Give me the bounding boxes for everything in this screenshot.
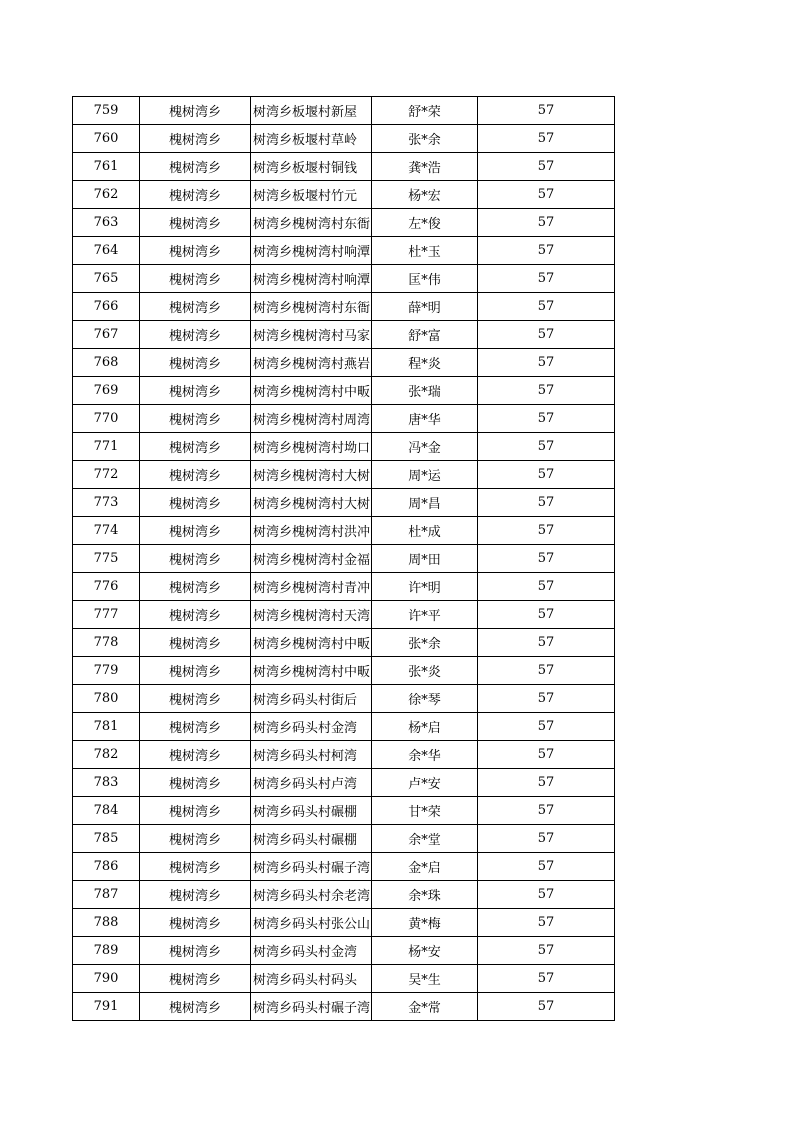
address-cell: 树湾乡槐树湾村东衙 [251,209,372,237]
township-cell: 槐树湾乡 [140,377,251,405]
address-cell: 树湾乡码头村碾棚 [251,797,372,825]
row-number-cell: 783 [73,769,140,797]
amount-cell: 57 [478,909,615,937]
table-row [73,909,615,937]
row-number-cell: 773 [73,489,140,517]
row-number-cell: 784 [73,797,140,825]
address-cell: 树湾乡板堰村新屋 [251,97,372,125]
person-name-cell: 左*俊 [372,209,478,237]
person-name-cell: 杜*成 [372,517,478,545]
amount-cell: 57 [478,405,615,433]
table-row [73,853,615,881]
township-cell: 槐树湾乡 [140,153,251,181]
person-name-cell: 余*珠 [372,881,478,909]
person-name-cell: 许*平 [372,601,478,629]
amount-cell: 57 [478,937,615,965]
address-cell: 树湾乡槐树湾村周湾 [251,405,372,433]
township-cell: 槐树湾乡 [140,545,251,573]
township-cell: 槐树湾乡 [140,825,251,853]
person-name-cell: 唐*华 [372,405,478,433]
table-row [73,321,615,349]
row-number-cell: 761 [73,153,140,181]
table-row [73,517,615,545]
table-row [73,97,615,125]
amount-cell: 57 [478,825,615,853]
amount-cell: 57 [478,293,615,321]
person-name-cell: 张*余 [372,125,478,153]
row-number-cell: 787 [73,881,140,909]
row-number-cell: 772 [73,461,140,489]
address-cell: 树湾乡槐树湾村中畈 [251,629,372,657]
table-row [73,601,615,629]
amount-cell: 57 [478,237,615,265]
row-number-cell: 768 [73,349,140,377]
person-name-cell: 张*炎 [372,657,478,685]
township-cell: 槐树湾乡 [140,993,251,1021]
person-name-cell: 程*炎 [372,349,478,377]
township-cell: 槐树湾乡 [140,433,251,461]
address-cell: 树湾乡码头村柯湾 [251,741,372,769]
address-cell: 树湾乡板堰村草岭 [251,125,372,153]
township-cell: 槐树湾乡 [140,349,251,377]
address-cell: 树湾乡槐树湾村响潭 [251,265,372,293]
table-row [73,153,615,181]
address-cell: 树湾乡槐树湾村中畈 [251,377,372,405]
township-cell: 槐树湾乡 [140,125,251,153]
amount-cell: 57 [478,797,615,825]
person-name-cell: 余*华 [372,741,478,769]
person-name-cell: 杨*宏 [372,181,478,209]
township-cell: 槐树湾乡 [140,657,251,685]
roster-table [72,96,615,1021]
township-cell: 槐树湾乡 [140,209,251,237]
person-name-cell: 金*常 [372,993,478,1021]
table-row [73,741,615,769]
row-number-cell: 786 [73,853,140,881]
amount-cell: 57 [478,769,615,797]
address-cell: 树湾乡板堰村竹元 [251,181,372,209]
amount-cell: 57 [478,489,615,517]
person-name-cell: 徐*琴 [372,685,478,713]
address-cell: 树湾乡槐树湾村大树 [251,489,372,517]
roster-table-body [73,97,615,1021]
person-name-cell: 张*瑞 [372,377,478,405]
amount-cell: 57 [478,321,615,349]
row-number-cell: 767 [73,321,140,349]
amount-cell: 57 [478,545,615,573]
person-name-cell: 龚*浩 [372,153,478,181]
row-number-cell: 777 [73,601,140,629]
address-cell: 树湾乡码头村金湾 [251,937,372,965]
township-cell: 槐树湾乡 [140,489,251,517]
amount-cell: 57 [478,125,615,153]
address-cell: 树湾乡槐树湾村东衙 [251,293,372,321]
person-name-cell: 冯*金 [372,433,478,461]
address-cell: 树湾乡码头村张公山 [251,909,372,937]
person-name-cell: 卢*安 [372,769,478,797]
amount-cell: 57 [478,881,615,909]
amount-cell: 57 [478,517,615,545]
amount-cell: 57 [478,657,615,685]
table-row [73,713,615,741]
row-number-cell: 766 [73,293,140,321]
township-cell: 槐树湾乡 [140,881,251,909]
township-cell: 槐树湾乡 [140,909,251,937]
amount-cell: 57 [478,629,615,657]
table-row [73,293,615,321]
address-cell: 树湾乡槐树湾村天湾 [251,601,372,629]
person-name-cell: 余*堂 [372,825,478,853]
township-cell: 槐树湾乡 [140,601,251,629]
amount-cell: 57 [478,461,615,489]
row-number-cell: 790 [73,965,140,993]
township-cell: 槐树湾乡 [140,769,251,797]
person-name-cell: 张*余 [372,629,478,657]
address-cell: 树湾乡码头村碾子湾 [251,853,372,881]
row-number-cell: 780 [73,685,140,713]
person-name-cell: 甘*荣 [372,797,478,825]
township-cell: 槐树湾乡 [140,965,251,993]
address-cell: 树湾乡码头村码头 [251,965,372,993]
table-row [73,657,615,685]
person-name-cell: 许*明 [372,573,478,601]
person-name-cell: 金*启 [372,853,478,881]
amount-cell: 57 [478,741,615,769]
township-cell: 槐树湾乡 [140,237,251,265]
address-cell: 树湾乡槐树湾村中畈 [251,657,372,685]
row-number-cell: 764 [73,237,140,265]
amount-cell: 57 [478,685,615,713]
table-row [73,349,615,377]
person-name-cell: 周*昌 [372,489,478,517]
table-row [73,937,615,965]
table-row [73,377,615,405]
table-row [73,797,615,825]
amount-cell: 57 [478,573,615,601]
township-cell: 槐树湾乡 [140,573,251,601]
address-cell: 树湾乡槐树湾村马家 [251,321,372,349]
row-number-cell: 782 [73,741,140,769]
person-name-cell: 杨*安 [372,937,478,965]
township-cell: 槐树湾乡 [140,97,251,125]
address-cell: 树湾乡槐树湾村洪冲 [251,517,372,545]
amount-cell: 57 [478,349,615,377]
row-number-cell: 779 [73,657,140,685]
amount-cell: 57 [478,965,615,993]
amount-cell: 57 [478,377,615,405]
township-cell: 槐树湾乡 [140,461,251,489]
row-number-cell: 771 [73,433,140,461]
table-row [73,965,615,993]
table-row [73,461,615,489]
table-row [73,769,615,797]
township-cell: 槐树湾乡 [140,797,251,825]
township-cell: 槐树湾乡 [140,741,251,769]
row-number-cell: 775 [73,545,140,573]
township-cell: 槐树湾乡 [140,265,251,293]
address-cell: 树湾乡码头村碾子湾 [251,993,372,1021]
address-cell: 树湾乡槐树湾村坳口 [251,433,372,461]
row-number-cell: 789 [73,937,140,965]
person-name-cell: 周*田 [372,545,478,573]
row-number-cell: 763 [73,209,140,237]
address-cell: 树湾乡槐树湾村燕岩 [251,349,372,377]
township-cell: 槐树湾乡 [140,517,251,545]
row-number-cell: 765 [73,265,140,293]
table-row [73,237,615,265]
table-row [73,993,615,1021]
person-name-cell: 杜*玉 [372,237,478,265]
table-row [73,209,615,237]
address-cell: 树湾乡槐树湾村青冲 [251,573,372,601]
row-number-cell: 776 [73,573,140,601]
row-number-cell: 778 [73,629,140,657]
township-cell: 槐树湾乡 [140,937,251,965]
row-number-cell: 788 [73,909,140,937]
table-row [73,881,615,909]
table-row [73,685,615,713]
row-number-cell: 769 [73,377,140,405]
township-cell: 槐树湾乡 [140,181,251,209]
township-cell: 槐树湾乡 [140,853,251,881]
row-number-cell: 760 [73,125,140,153]
table-row [73,489,615,517]
amount-cell: 57 [478,433,615,461]
person-name-cell: 舒*荣 [372,97,478,125]
address-cell: 树湾乡槐树湾村金福 [251,545,372,573]
amount-cell: 57 [478,853,615,881]
township-cell: 槐树湾乡 [140,321,251,349]
person-name-cell: 黄*梅 [372,909,478,937]
township-cell: 槐树湾乡 [140,405,251,433]
amount-cell: 57 [478,97,615,125]
address-cell: 树湾乡码头村街后 [251,685,372,713]
table-row [73,265,615,293]
row-number-cell: 791 [73,993,140,1021]
address-cell: 树湾乡槐树湾村响潭 [251,237,372,265]
address-cell: 树湾乡板堰村铜钱 [251,153,372,181]
table-row [73,825,615,853]
address-cell: 树湾乡码头村碾棚 [251,825,372,853]
row-number-cell: 781 [73,713,140,741]
address-cell: 树湾乡码头村金湾 [251,713,372,741]
table-row [73,125,615,153]
table-row [73,629,615,657]
township-cell: 槐树湾乡 [140,629,251,657]
table-row [73,433,615,461]
amount-cell: 57 [478,713,615,741]
township-cell: 槐树湾乡 [140,713,251,741]
amount-cell: 57 [478,601,615,629]
person-name-cell: 周*运 [372,461,478,489]
person-name-cell: 匡*伟 [372,265,478,293]
table-row [73,573,615,601]
amount-cell: 57 [478,265,615,293]
amount-cell: 57 [478,993,615,1021]
person-name-cell: 杨*启 [372,713,478,741]
amount-cell: 57 [478,153,615,181]
township-cell: 槐树湾乡 [140,685,251,713]
person-name-cell: 吴*生 [372,965,478,993]
row-number-cell: 759 [73,97,140,125]
row-number-cell: 770 [73,405,140,433]
row-number-cell: 762 [73,181,140,209]
address-cell: 树湾乡槐树湾村大树 [251,461,372,489]
table-row [73,405,615,433]
address-cell: 树湾乡码头村卢湾 [251,769,372,797]
township-cell: 槐树湾乡 [140,293,251,321]
person-name-cell: 薛*明 [372,293,478,321]
table-row [73,545,615,573]
amount-cell: 57 [478,209,615,237]
row-number-cell: 785 [73,825,140,853]
person-name-cell: 舒*富 [372,321,478,349]
address-cell: 树湾乡码头村余老湾 [251,881,372,909]
amount-cell: 57 [478,181,615,209]
table-row [73,181,615,209]
row-number-cell: 774 [73,517,140,545]
